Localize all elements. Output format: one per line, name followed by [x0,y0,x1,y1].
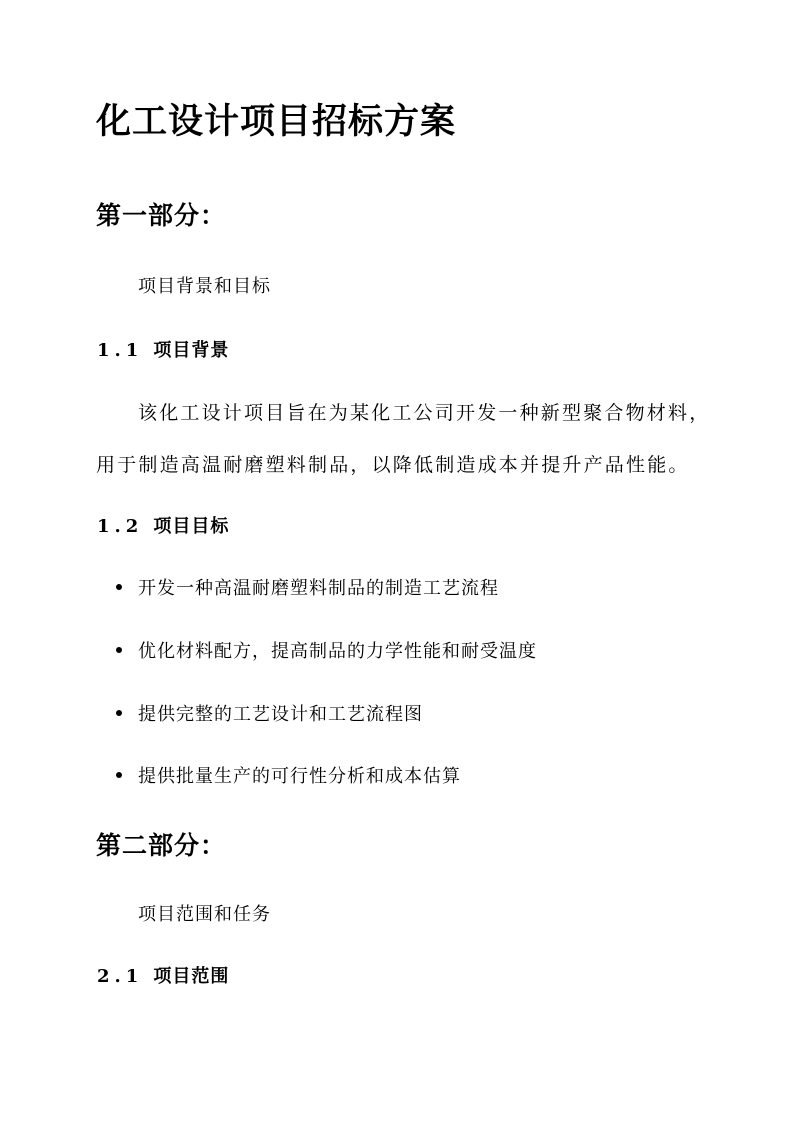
list-item [116,700,423,726]
paragraph-line: 用于制造高温耐磨塑料制品，以降低制造成本并提升产品性能。 [96,454,690,476]
section-number: 2.1 [97,966,144,987]
part2-heading: 第二部分： [96,831,227,860]
list-item-text: 优化材料配方，提高制品的力学性能和耐受温度 [138,641,537,662]
section-2-1-heading [97,962,229,988]
part2-subtitle: 项目范围和任务 [138,904,271,925]
section-1-2-heading [97,512,229,538]
section-title: 项目范围 [153,966,230,987]
part1-heading: 第一部分： [96,201,227,230]
paragraph-line: 该化工设计项目旨在为某化工公司开发一种新型聚合物材料， [138,402,711,424]
list-item [116,637,537,663]
list-item [116,574,499,600]
bullet-icon [116,710,122,716]
list-item-text: 提供批量生产的可行性分析和成本估算 [138,766,461,787]
list-item [116,762,461,788]
part1-subtitle: 项目背景和目标 [138,276,271,297]
list-item-text: 提供完整的工艺设计和工艺流程图 [138,704,423,725]
section-title: 项目目标 [153,516,230,537]
bullet-icon [116,647,122,653]
section-1-1-heading [97,336,229,362]
section-title: 项目背景 [153,340,230,361]
bullet-icon [116,772,122,778]
bullet-icon [116,584,122,590]
section-number: 1.2 [97,516,144,537]
document-title: 化工设计项目招标方案 [96,101,457,142]
list-item-text: 开发一种高温耐磨塑料制品的制造工艺流程 [138,578,499,599]
section-number: 1.1 [97,340,144,361]
